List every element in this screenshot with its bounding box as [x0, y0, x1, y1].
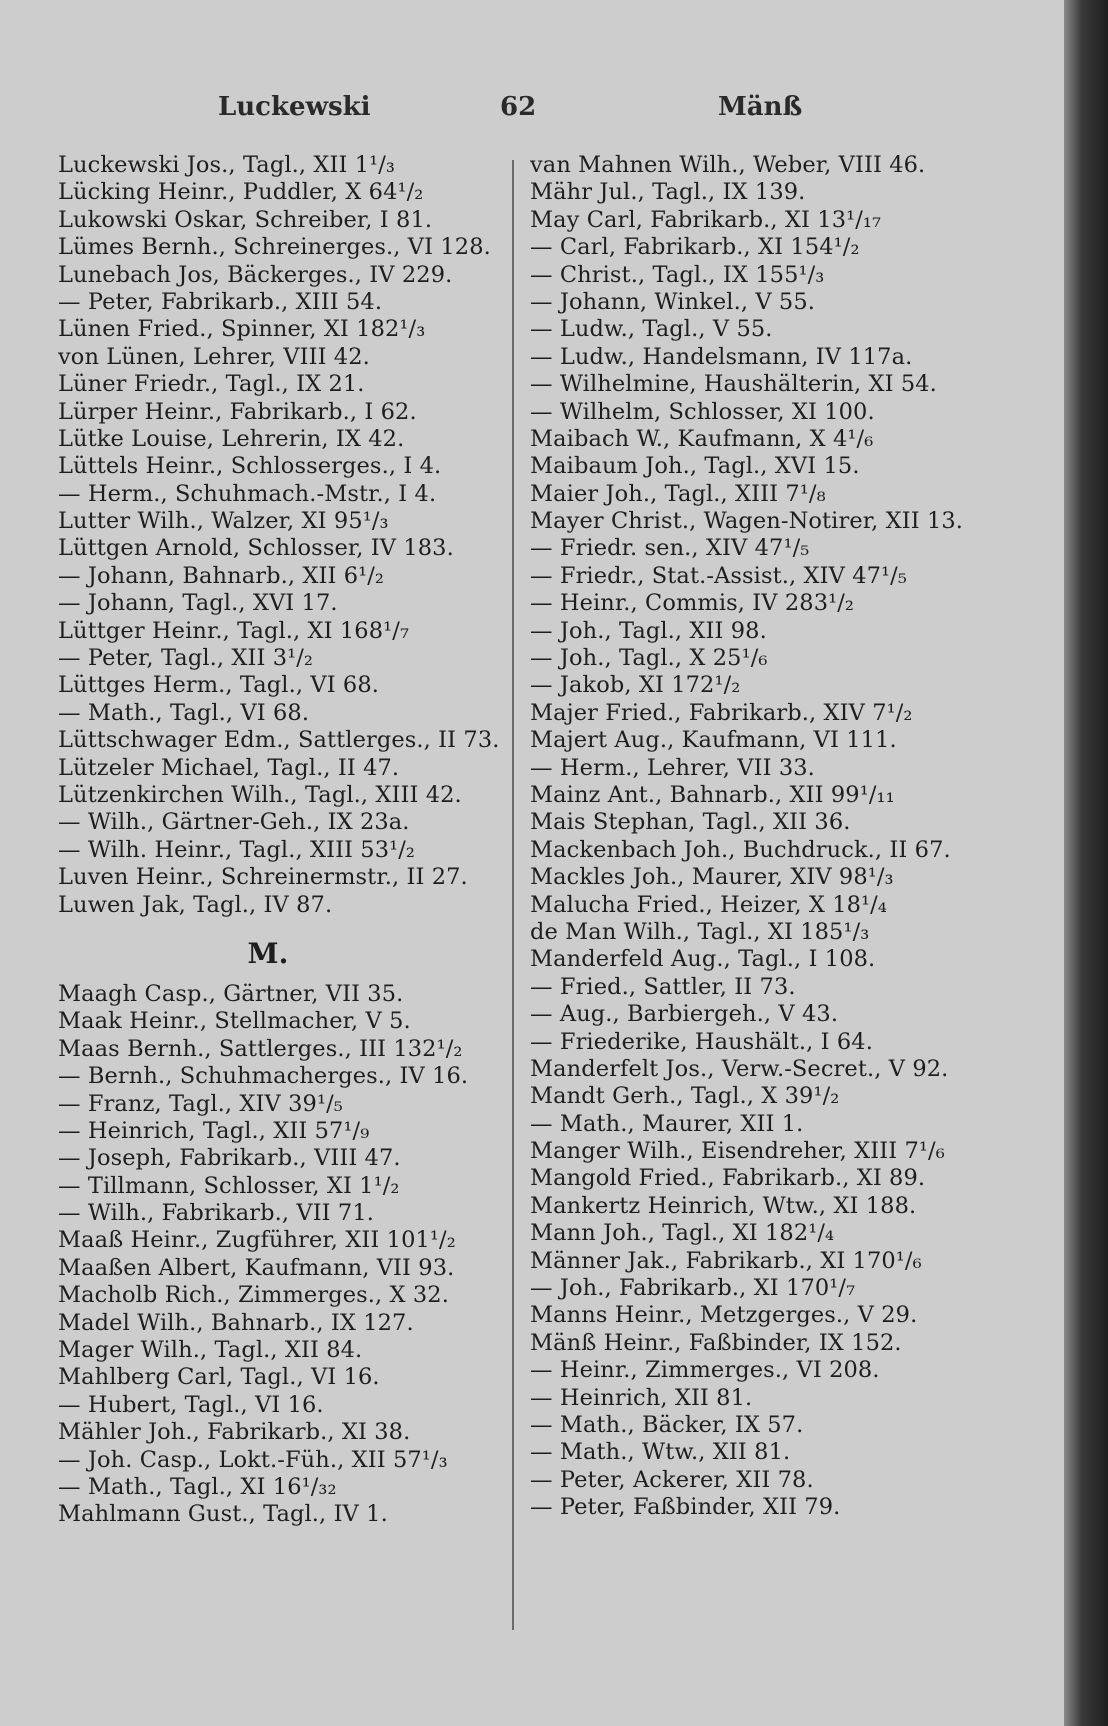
directory-entry: Maier Joh., Tagl., XIII 7¹/₈	[530, 480, 826, 507]
directory-entry: — Jakob, XI 172¹/₂	[530, 672, 741, 699]
directory-entry: Mackenbach Joh., Buchdruck., II 67.	[530, 836, 951, 863]
directory-entry: — Math., Maurer, XII 1.	[530, 1110, 804, 1137]
directory-entry: Mainz Ant., Bahnarb., XII 99¹/₁₁	[530, 781, 895, 808]
directory-entry: Mandt Gerh., Tagl., X 39¹/₂	[530, 1083, 840, 1110]
directory-entry: — Friederike, Haushält., I 64.	[530, 1028, 873, 1055]
right-column	[530, 152, 990, 1522]
directory-entry: Manderfelt Jos., Verw.-Secret., V 92.	[530, 1055, 949, 1082]
directory-entry: — Ludw., Tagl., V 55.	[530, 316, 773, 343]
directory-entry: Lützeler Michael, Tagl., II 47.	[58, 754, 400, 781]
directory-entry: Mankertz Heinrich, Wtw., XI 188.	[530, 1192, 917, 1219]
directory-entry: — Joh. Casp., Lokt.-Füh., XII 57¹/₃	[58, 1446, 448, 1473]
directory-entry: — Math., Tagl., VI 68.	[58, 699, 310, 726]
directory-entry: Lüttger Heinr., Tagl., XI 168¹/₇	[58, 617, 410, 644]
section-heading: M.	[247, 936, 289, 970]
directory-entry: May Carl, Fabrikarb., XI 13¹/₁₇	[530, 206, 882, 233]
directory-entry: Lünen Fried., Spinner, XI 182¹/₃	[58, 316, 426, 343]
directory-entry: Lücking Heinr., Puddler, X 64¹/₂	[58, 179, 424, 206]
directory-entry: Malucha Fried., Heizer, X 18¹/₄	[530, 891, 887, 918]
directory-entry: — Heinr., Zimmerges., VI 208.	[530, 1357, 880, 1384]
directory-entry: Maak Heinr., Stellmacher, V 5.	[58, 1008, 411, 1035]
directory-entry: — Math., Tagl., XI 16¹/₃₂	[58, 1473, 337, 1500]
directory-entry: — Peter, Fabrikarb., XIII 54.	[58, 288, 383, 315]
directory-entry: — Herm., Schuhmach.-Mstr., I 4.	[58, 480, 437, 507]
directory-entry: Luven Heinr., Schreinermstr., II 27.	[58, 864, 468, 891]
directory-entry: Mann Joh., Tagl., XI 182¹/₄	[530, 1220, 835, 1247]
directory-entry: Majer Fried., Fabrikarb., XIV 7¹/₂	[530, 699, 913, 726]
directory-entry: — Math., Wtw., XII 81.	[530, 1439, 791, 1466]
directory-entry: Manderfeld Aug., Tagl., I 108.	[530, 946, 876, 973]
directory-entry: Manger Wilh., Eisendreher, XIII 7¹/₆	[530, 1138, 945, 1165]
directory-entry: — Peter, Faßbinder, XII 79.	[530, 1494, 841, 1521]
directory-entry: van Mahnen Wilh., Weber, VIII 46.	[530, 152, 926, 178]
directory-entry: Mais Stephan, Tagl., XII 36.	[530, 809, 851, 836]
directory-entry: Mackles Joh., Maurer, XIV 98¹/₃	[530, 864, 894, 891]
directory-entry: — Fried., Sattler, II 73.	[530, 973, 796, 1000]
directory-entry: Mähr Jul., Tagl., IX 139.	[530, 179, 806, 206]
directory-entry: Lukowski Oskar, Schreiber, I 81.	[58, 206, 433, 233]
directory-entry: — Joh., Fabrikarb., XI 170¹/₇	[530, 1275, 856, 1302]
header-right-keyword: Mänß	[718, 92, 803, 122]
directory-entry: — Ludw., Handelsmann, IV 117a.	[530, 343, 913, 370]
directory-entry: — Friedr., Stat.-Assist., XIV 47¹/₅	[530, 562, 907, 589]
directory-entry: — Peter, Ackerer, XII 78.	[530, 1466, 814, 1493]
directory-entry: — Wilhelmine, Haushälterin, XI 54.	[530, 371, 937, 398]
directory-entry: Maagh Casp., Gärtner, VII 35.	[58, 980, 404, 1007]
directory-entry: Maibaum Joh., Tagl., XVI 15.	[530, 453, 860, 480]
directory-entry: Mayer Christ., Wagen-Notirer, XII 13.	[530, 508, 964, 535]
directory-entry: — Math., Bäcker, IX 57.	[530, 1411, 804, 1438]
directory-entry: — Joh., Tagl., XII 98.	[530, 617, 767, 644]
directory-entry: — Bernh., Schuhmacherges., IV 16.	[58, 1063, 469, 1090]
directory-entry: — Wilh. Heinr., Tagl., XIII 53¹/₂	[58, 836, 416, 863]
directory-entry: — Wilh., Fabrikarb., VII 71.	[58, 1200, 374, 1227]
page-edge-shadow	[1064, 0, 1108, 1726]
directory-entry: — Heinrich, Tagl., XII 57¹/₉	[58, 1117, 370, 1144]
directory-entry: Mangold Fried., Fabrikarb., XI 89.	[530, 1165, 926, 1192]
directory-entry: Madel Wilh., Bahnarb., IX 127.	[58, 1309, 414, 1336]
directory-entry: — Franz, Tagl., XIV 39¹/₅	[58, 1090, 343, 1117]
directory-entry: Lutter Wilh., Walzer, XI 95¹/₃	[58, 508, 389, 535]
directory-entry: Maaß Heinr., Zugführer, XII 101¹/₂	[58, 1227, 456, 1254]
directory-entry: — Christ., Tagl., IX 155¹/₃	[530, 261, 825, 288]
directory-entry: Lürper Heinr., Fabrikarb., I 62.	[58, 398, 417, 425]
directory-entry: Luckewski Jos., Tagl., XII 1¹/₃	[58, 152, 396, 178]
directory-entry: Lützenkirchen Wilh., Tagl., XIII 42.	[58, 781, 462, 808]
directory-entry: Maibach W., Kaufmann, X 4¹/₆	[530, 425, 874, 452]
directory-entry: Lüttges Herm., Tagl., VI 68.	[58, 672, 380, 699]
header-left-keyword: Luckewski	[218, 92, 371, 122]
directory-entry: Majert Aug., Kaufmann, VI 111.	[530, 727, 897, 754]
directory-entry: Manns Heinr., Metzgerges., V 29.	[530, 1302, 918, 1329]
page-number: 62	[500, 92, 537, 122]
left-column	[58, 152, 518, 1529]
directory-entry: — Hubert, Tagl., VI 16.	[58, 1391, 324, 1418]
directory-entry: — Johann, Winkel., V 55.	[530, 288, 816, 315]
directory-entry: — Tillmann, Schlosser, XI 1¹/₂	[58, 1172, 400, 1199]
directory-entry: Lunebach Jos, Bäckerges., IV 229.	[58, 261, 453, 288]
directory-entry: — Aug., Barbiergeh., V 43.	[530, 1001, 839, 1028]
directory-entry: Mähler Joh., Fabrikarb., XI 38.	[58, 1419, 411, 1446]
directory-entry: — Johann, Bahnarb., XII 6¹/₂	[58, 562, 385, 589]
left-column-entries-m	[58, 981, 518, 1529]
directory-entry: Lüner Friedr., Tagl., IX 21.	[58, 371, 365, 398]
directory-entry: Lüttschwager Edm., Sattlerges., II 73.	[58, 727, 500, 754]
directory-entry: Maas Bernh., Sattlerges., III 132¹/₂	[58, 1035, 463, 1062]
directory-entry: — Heinrich, XII 81.	[530, 1384, 753, 1411]
directory-entry: von Lünen, Lehrer, VIII 42.	[58, 343, 370, 370]
directory-entry: Männer Jak., Fabrikarb., XI 170¹/₆	[530, 1247, 922, 1274]
directory-entry: — Friedr. sen., XIV 47¹/₅	[530, 535, 810, 562]
directory-entry: de Man Wilh., Tagl., XI 185¹/₃	[530, 918, 870, 945]
directory-entry: Macholb Rich., Zimmerges., X 32.	[58, 1282, 449, 1309]
directory-entry: — Peter, Tagl., XII 3¹/₂	[58, 645, 314, 672]
directory-entry: Mahlberg Carl, Tagl., VI 16.	[58, 1364, 380, 1391]
directory-entry: — Joh., Tagl., X 25¹/₆	[530, 645, 768, 672]
page-header	[0, 92, 1068, 132]
directory-entry: Lüttgen Arnold, Schlosser, IV 183.	[58, 535, 454, 562]
directory-entry: Mahlmann Gust., Tagl., IV 1.	[58, 1501, 388, 1528]
directory-entry: — Carl, Fabrikarb., XI 154¹/₂	[530, 234, 860, 261]
directory-entry: Mager Wilh., Tagl., XII 84.	[58, 1337, 363, 1364]
left-column-entries-l	[58, 152, 518, 919]
directory-entry: Mänß Heinr., Faßbinder, IX 152.	[530, 1329, 902, 1356]
directory-entry: Lüttels Heinr., Schlosserges., I 4.	[58, 453, 442, 480]
directory-entry: — Heinr., Commis, IV 283¹/₂	[530, 590, 855, 617]
right-column-entries	[530, 152, 990, 1522]
directory-entry: Lümes Bernh., Schreinerges., VI 128.	[58, 234, 491, 261]
directory-entry: — Wilhelm, Schlosser, XI 100.	[530, 398, 875, 425]
directory-entry: — Johann, Tagl., XVI 17.	[58, 590, 338, 617]
directory-entry: Maaßen Albert, Kaufmann, VII 93.	[58, 1254, 455, 1281]
directory-entry: — Joseph, Fabrikarb., VIII 47.	[58, 1145, 401, 1172]
directory-entry: — Wilh., Gärtner-Geh., IX 23a.	[58, 809, 410, 836]
directory-entry: — Herm., Lehrer, VII 33.	[530, 754, 815, 781]
directory-entry: Lütke Louise, Lehrerin, IX 42.	[58, 425, 405, 452]
directory-entry: Luwen Jak, Tagl., IV 87.	[58, 891, 333, 918]
